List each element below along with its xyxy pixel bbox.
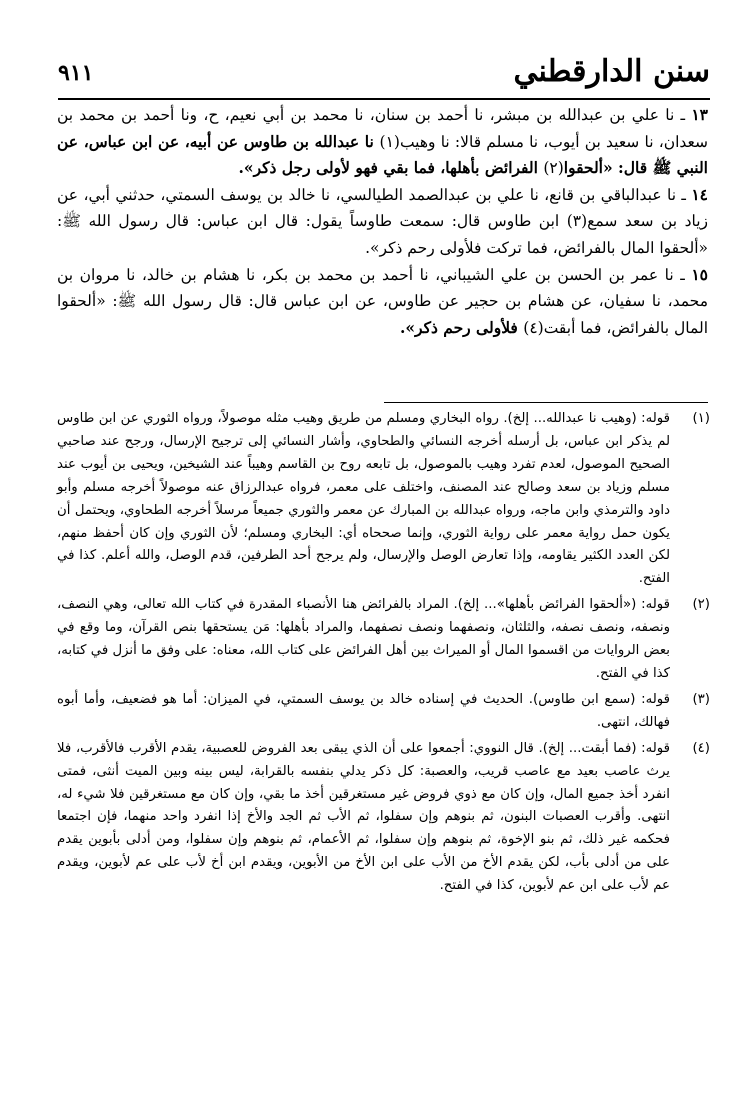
- footnote-3: [57, 689, 710, 735]
- hadith-text: ـ نا علي بن عبدالله بن مبشر، نا أحمد بن سنان، نا محمد بن أبي نعيم، ح، ونا أحمد بن محمد بن سعدان، نا سعيد بن أيوب، نا مسلم قالا: نا وهيب: [57, 106, 709, 151]
- main-text: [57, 102, 708, 341]
- footnote-2: [57, 594, 710, 686]
- footnote-ref-2: (٢): [543, 159, 564, 178]
- footnote-number: (٣): [692, 691, 710, 707]
- hadith-13: [57, 102, 708, 182]
- hadith-number: ١٥: [691, 264, 708, 284]
- hadith-14: [57, 182, 708, 262]
- hadith-number: ١٤: [691, 184, 708, 204]
- hadith-text: ابن طاوس قال: سمعت طاوساً يقول: قال ابن عباس: قال رسول الله ﷺ: «ألحقوا المال بالفرائض، فما تركت فلأولى رحم ذكر».: [57, 212, 708, 257]
- footnote-text: قوله: («ألحقوا الفرائض بأهلها»... إلخ). المراد بالفرائض هنا الأنصباء المقدرة في كتاب الله تعالى، وهي النصف، ونصفه، ونصف نصفه، والثلثان، ونصفهما ونصف نصفهما، والمراد بأهلها: مَن يستحقها بنص القرآن، وما وقع في بعض الروايات من اقسموا المال أو الميراث بين أهل الفرائض على كتاب الله، معناه: على وفق ما أنزل في كتابه، كذا في الفتح.: [57, 597, 670, 681]
- footnote-ref-4: (٤): [523, 318, 544, 337]
- footnote-number: (١): [692, 411, 710, 426]
- hadith-text: الفرائض بأهلها، فما بقي فهو لأولى رجل ذكر».: [238, 158, 544, 178]
- footnote-4: [57, 738, 710, 898]
- footnote-separator: [384, 402, 708, 403]
- hadith-number: ١٣: [691, 105, 708, 124]
- hadith-text: ـ نا عمر بن الحسن بن علي الشيباني، نا أحمد بن محمد بن بكر، نا هشام بن خالد، نا مروان بن محمد، نا سفيان، عن هشام بن حجير عن طاوس، عن ابن عباس قال: قال رسول الله ﷺ: «ألحقوا المال بالفرائض، فما أبقت: [57, 265, 708, 337]
- hadith-text: فلأولى رحم ذكر».: [399, 317, 524, 337]
- footnote-number: (٤): [692, 740, 710, 756]
- footnote-1: [57, 408, 710, 591]
- footnote-text: قوله: (سمع ابن طاوس). الحديث في إسناده خالد بن يوسف السمتي، في الميزان: أما هو فضعيف، وأما أبوه فهالك، انتهى.: [57, 691, 670, 730]
- footnote-text: قوله: (فما أبقت... إلخ). قال النووي: أجمعوا على أن الذي يبقى بعد الفروض للعصبية، يقدم الأقرب فالأقرب، فلا يرث عاصب بعيد مع عاصب قريب، والعصبة: كل ذكر يدلي بنفسه بالقرابة، ليس بينه وبين الميت أنثى، فمتى انفرد أخذ جميع المال، وإن كان مع ذوي فروض غير مستغرقين أخذ ما بقي، وإن كان مع مستغرقين فلا شيء له، انتهى. وأقرب العصبات البنون، ثم بنوهم وإن سفلوا، ثم الأب ثم الجد والأخ إذا انفرد واحد منهما، فإن اجتمعا فحكمه غير ذلك، ثم بنو الإخوة، ثم بنوهم وإن سفلوا، ثم الأعمام، ثم بنوهم وإن سفلوا، ومن أدلى بأبوين يقدم على من أدلى بأب، لكن يقدم الأخ من الأب على ابن الأخ من الأبوين، ويقدم ابن أخ لأب على عم لأبوين، ويقدم عم لأب على ابن عم لأبوين، كذا في الفتح.: [57, 740, 670, 894]
- hadith-text: ـ نا عبدالباقي بن قانع، نا علي بن عبدالصمد الطيالسي، نا خالد بن يوسف السمتي، حدثني أبي، عن زياد بن سعد سمع: [57, 185, 708, 231]
- footnote-ref-3: (٣): [566, 212, 588, 231]
- page-header: [58, 48, 710, 100]
- footnote-number: (٢): [692, 597, 710, 613]
- footnote-ref-1: (١): [379, 132, 400, 151]
- footnote-text: قوله: (وهيب نا عبدالله... إلخ). رواه البخاري ومسلم من طريق وهيب مثله موصولاً، ورواه الثوري عن ابن طاوس لم يذكر ابن عباس، بل أرسله أخرجه النسائي والطحاوي، وأشار النسائي إلى ترجيح الإرسال، ورجح عند صاحبي الصحيح الموصول، لعدم تفرد وهيب بالموصول، بل تابعه روح بن القاسم وهيباً عند الشيخين، ويحيى بن أيوب عند مسلم وزياد بن سعد وصالح عند المصنف، واختلف على معمر، فرواه عبدالرزاق عنه موصولاً أخرجه مسلم وأبو داود والترمذي وابن ماجه، ورواه عبدالله بن المبارك عن معمر والثوري جميعاً مرسلاً أخرجه الطحاوي، ويحتمل أن يكون حمل رواية معمر على رواية الثوري، وإنما صححاه أي: البخاري ومسلم؛ لأن الثوري وإن كان أحفظ منهم، لكن العدد الكثير يقاومه، وإذا تعارض الوصل والإرسال، ولم يرجح أحد الطرفين، قدم الوصل، والله أعلم. كذا في الفتح.: [57, 411, 670, 587]
- book-title: سنن الدارقطني: [513, 54, 710, 89]
- hadith-15: [57, 262, 708, 342]
- footnotes: [57, 408, 710, 898]
- page-number: ٩١١: [58, 60, 94, 86]
- hadith-text: نا عبدالله بن طاوس عن أبيه، عن ابن عباس، عن النبي ﷺ قال: «ألحقوا: [57, 131, 708, 178]
